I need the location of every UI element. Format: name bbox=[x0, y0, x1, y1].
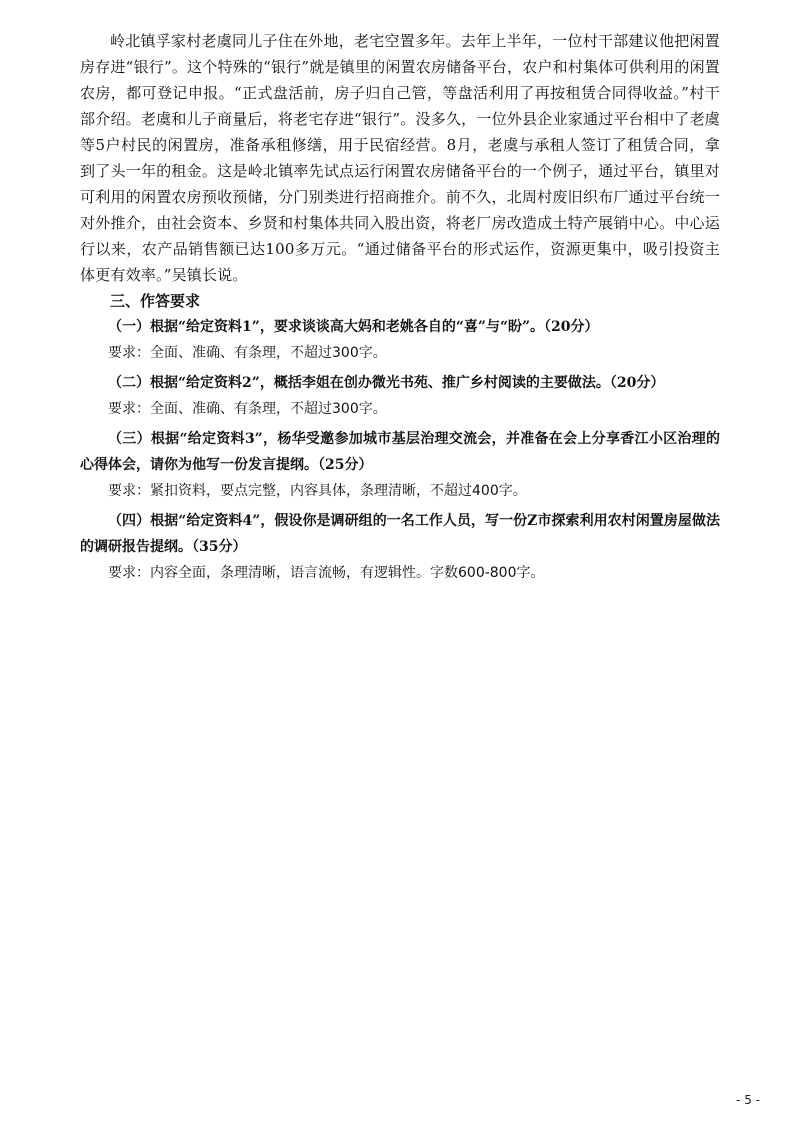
question-block-4 bbox=[80, 508, 720, 586]
question-block-3 bbox=[80, 426, 720, 504]
question-4: （四）根据“给定资料4”，假设你是调研组的一名工作人员，写一份Z市探索利用农村闲置房屋做法的调研报告提纲。（35分） bbox=[80, 513, 720, 555]
section-heading: 三、作答要求 bbox=[110, 292, 201, 310]
document-body bbox=[80, 28, 720, 590]
question-1: （一）根据“给定资料1”，要求谈谈高大妈和老姚各自的“喜”与“盼”。（20分） bbox=[108, 319, 599, 335]
body-paragraph: 岭北镇孚家村老虞同儿子住在外地，老宅空置多年。去年上半年，一位村干部建议他把闲置房存进“银行”。这个特殊的“银行”就是镇里的闲置农房储备平台，农户和村集体可供利用的闲置农房，都可登记申报。“正式盘活前，房子归自己管，等盘活利用了再按租赁合同得收益。”村干部介绍。老虞和儿子商量后，将老宅存进“银行”。没多久，一位外县企业家通过平台相中了老虞等5户村民的闲置房，准备承租修缮，用于民宿经营。8月，老虞与承租人签订了租赁合同，拿到了头一年的租金。这是岭北镇率先试点运行闲置农房储备平台的一个例子，通过平台，镇里对可利用的闲置农房预收预储，分门别类进行招商推介。前不久，北周村废旧织布厂通过平台统一对外推介，由社会资本、乡贤和村集体共同入股出资，将老厂房改造成土特产展销中心。中心运行以来，农产品销售额已达100多万元。“通过储备平台的形式运作，资源更集中，吸引投资主体更有效率。”吴镇长说。 bbox=[80, 32, 720, 284]
question-3: （三）根据“给定资料3”，杨华受邀参加城市基层治理交流会，并准备在会上分享香江小区治理的心得体会，请你为他写一份发言提纲。（25分） bbox=[80, 431, 720, 473]
requirement-3: 要求：紧扣资料，要点完整，内容具体，条理清晰，不超过400字。 bbox=[108, 483, 527, 499]
requirement-4: 要求：内容全面，条理清晰，语言流畅，有逻辑性。字数600-800字。 bbox=[108, 565, 545, 581]
question-block-2 bbox=[80, 370, 720, 422]
question-block-1 bbox=[80, 314, 720, 366]
question-2: （二）根据“给定资料2”，概括李姐在创办微光书苑、推广乡村阅读的主要做法。（20分） bbox=[108, 375, 665, 391]
requirement-2: 要求：全面、准确、有条理，不超过300字。 bbox=[108, 401, 387, 417]
page-number: - 5 - bbox=[736, 1093, 760, 1107]
requirement-1: 要求：全面、准确、有条理，不超过300字。 bbox=[108, 345, 387, 361]
